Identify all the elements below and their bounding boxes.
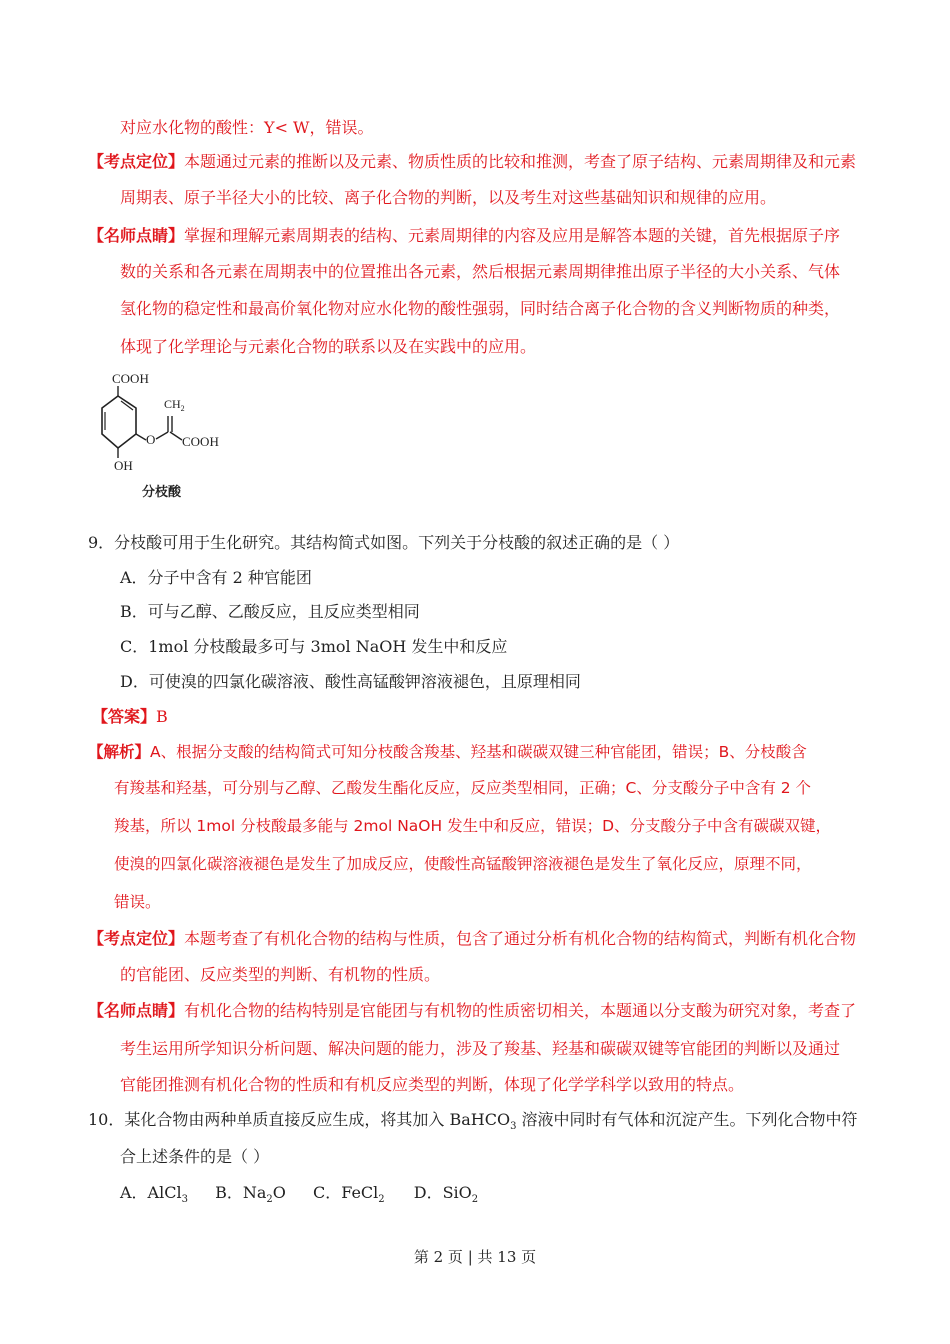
kaodian-text: 本题考查了有机化合物的结构与性质，包含了通过分析有机化合物的结构简式，判断有机化合物 [184,929,857,948]
mingshi-text: 掌握和理解元素周期表的结构、元素周期律的内容及应用是解答本题的关键，首先根据原子序 [184,226,841,245]
q10-stem [88,1109,858,1138]
q10-option-c: C．FeCl$_2$ [312,1183,385,1206]
q10-stem-post: 溶液中同时有气体和沉淀产生。下列化合物中符 [516,1110,858,1129]
structure-drawing [90,364,240,504]
answer-tag: 【答案】 [92,707,157,726]
kaodian-text: 本题通过元素的推断以及元素、物质性质的比较和推测，考查了原子结构、元素周期律及和元素 [184,152,857,171]
mingshi-paragraph-q8 [88,225,840,247]
q9-option-b: B．可与乙醇、乙酸反应，且反应类型相同 [120,602,420,621]
q9-option-a: A．分子中含有 2 种官能团 [120,568,312,587]
q10-option-a: A．AlCl$_3$ [120,1183,188,1206]
mingshi-text: 有机化合物的结构特别是官能团与有机物的性质密切相关，本题通以分支酸为研究对象，考查了 [184,1001,857,1020]
page-footer: 第 2 页 | 共 13 页 [413,1248,537,1266]
kaodian-text-line2: 周期表、原子半径大小的比较、离子化合物的判断，以及考生对这些基础知识和规律的应用。 [120,188,777,207]
q9-kaodian-line2: 的官能团、反应类型的判断、有机物的性质。 [120,965,441,984]
q9-jiexi-line2: 有羧基和羟基，可分别与乙醇、乙酸发生酯化反应，反应类型相同，正确；C、分支酸分子中含有 2 个 [114,779,812,797]
mingshi-text-line2: 数的关系和各元素在周期表中的位置推出各元素，然后根据元素周期律推出原子半径的大小关系、气体 [120,262,841,281]
q10-option-b: B．$Na_2O$ [215,1183,286,1206]
q9-jiexi-line4: 使溴的四氯化碳溶液褪色是发生了加成反应，使酸性高锰酸钾溶液褪色是发生了氧化反应，原理不同， [114,855,812,873]
mingshi-tag: 【名师点睛】 [88,226,185,245]
cooh-top-label: COOH [112,371,149,386]
q9-option-c: C．1mol 分枝酸最多可与 3mol NaOH 发生中和反应 [120,637,508,656]
mingshi-text-line3: 氢化物的稳定性和最高价氧化物对应水化物的酸性强弱，同时结合离子化合物的含义判断物质的种类， [120,299,841,318]
q10-option-d: D．SiO$_2$ [413,1183,479,1206]
q10-stem-line2: 合上述条件的是（ ） [120,1147,270,1166]
jiexi-text: A、根据分支酸的结构简式可知分枝酸含羧基、羟基和碳碳双键三种官能团，错误；B、分枝酸含 [150,743,807,761]
q10-stem-pre: 10．某化合物由两种单质直接反应生成，将其加入 BaHCO [88,1110,511,1129]
q9-kaodian [88,928,856,950]
kaodian-tag: 【考点定位】 [88,152,185,171]
chorismic-acid-structure [90,364,240,504]
q9-mingshi-line3: 官能团推测有机化合物的性质和有机反应类型的判断，体现了化学学科学以致用的特点。 [120,1075,745,1094]
q9-stem: 9．分枝酸可用于生化研究。其结构简式如图。下列关于分枝酸的叙述正确的是（ ） [88,533,680,552]
oh-label: OH [114,458,133,473]
mingshi-tag: 【名师点睛】 [88,1001,185,1020]
jiexi-tag: 【解析】 [88,743,151,761]
q9-option-d: D．可使溴的四氯化碳溶液、酸性高锰酸钾溶液褪色，且原理相同 [120,672,581,691]
answer-value: B [156,707,168,726]
prev-answer-tail: 对应水化物的酸性：Y< W，错误。 [120,118,374,137]
q9-mingshi [88,1000,856,1022]
q9-jiexi-line3: 羧基，所以 1mol 分枝酸最多能与 2mol NaOH 发生中和反应，错误；D、分支酸分子中含有碳碳双键， [114,817,832,835]
q9-mingshi-line2: 考生运用所学知识分析问题、解决问题的能力，涉及了羧基、羟基和碳碳双键等官能团的判断以及通过 [120,1039,841,1058]
q9-answer [92,706,168,728]
structure-caption: 分枝酸 [142,485,182,500]
kaodian-paragraph-q8 [88,151,856,173]
ch2-label: $CH_2$ [164,397,185,413]
mingshi-text-line4: 体现了化学理论与元素化合物的联系以及在实践中的应用。 [120,337,537,356]
q10-options [120,1182,478,1211]
o-label: O [146,432,156,447]
q9-jiexi-line5: 错误。 [114,893,161,911]
q9-jiexi [88,741,807,763]
cooh-right-label: COOH [182,434,219,449]
kaodian-tag: 【考点定位】 [88,929,185,948]
q10-stem-sub: 3 [510,1121,517,1133]
